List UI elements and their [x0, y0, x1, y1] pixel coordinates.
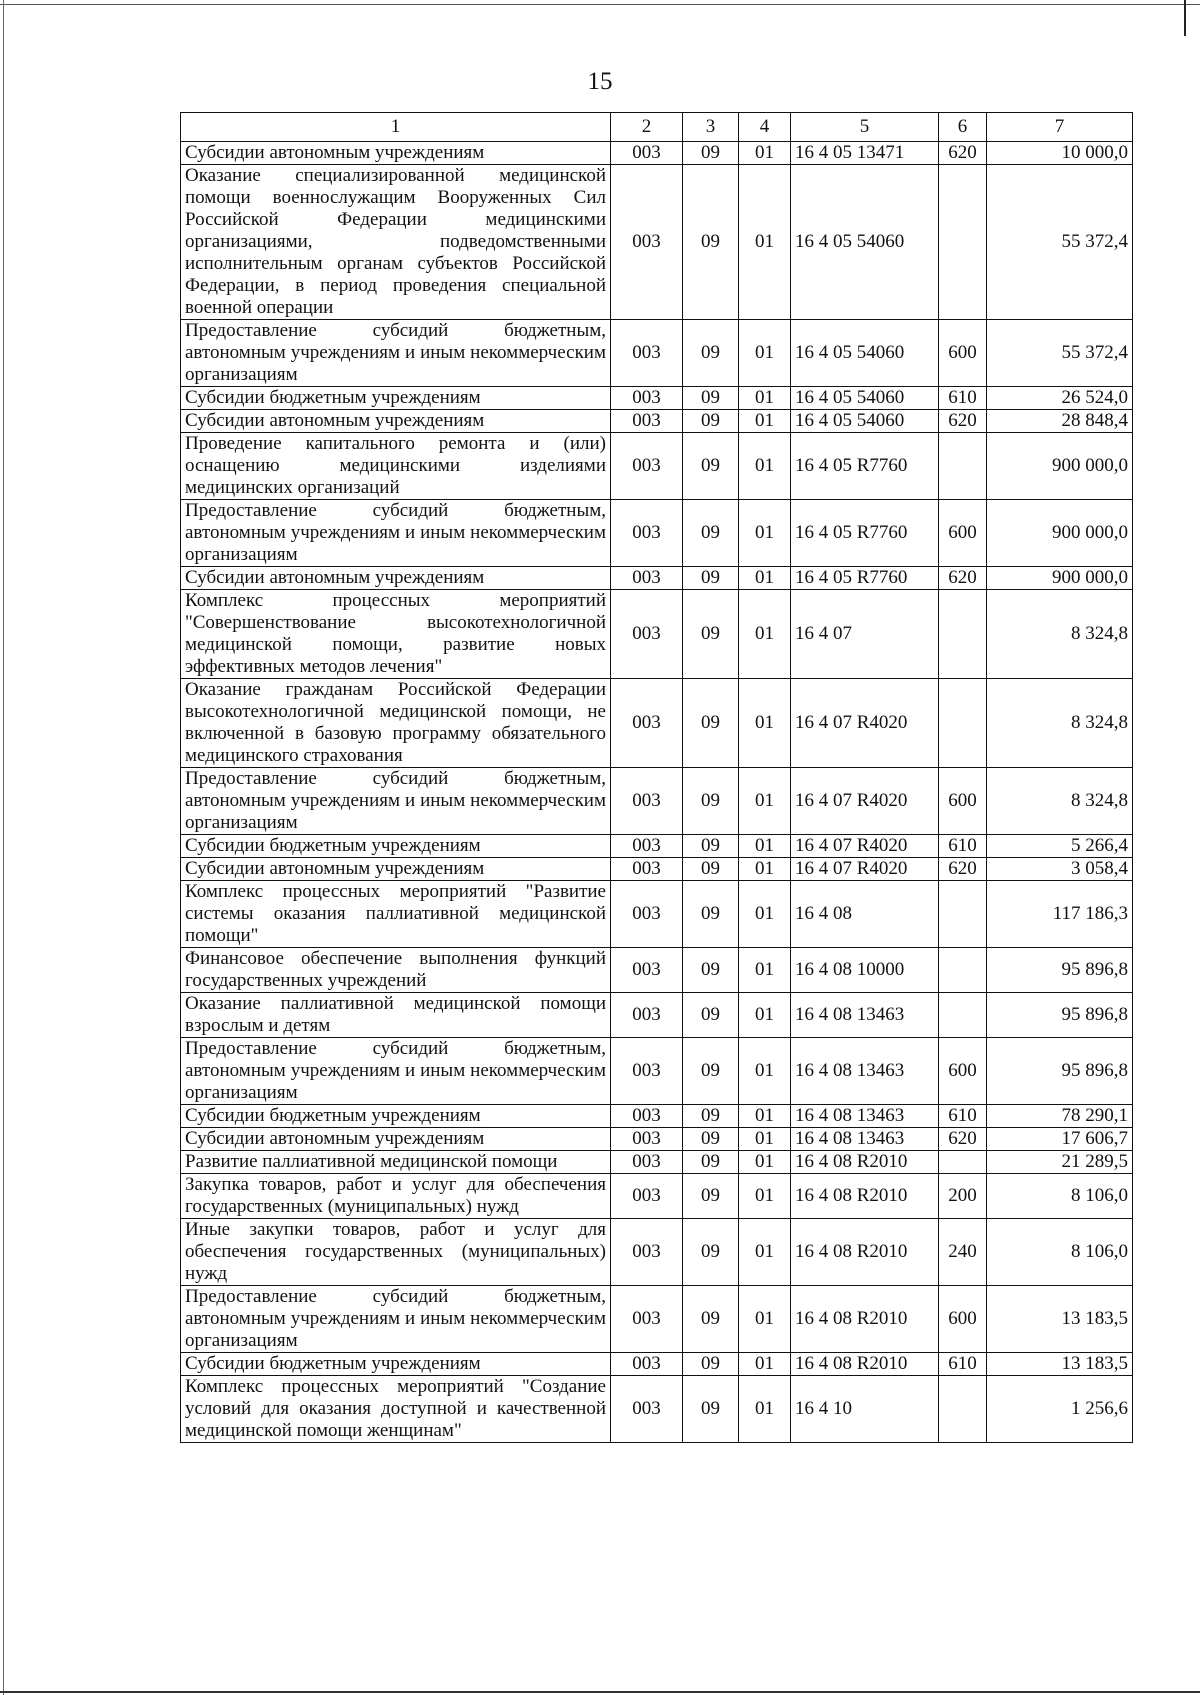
row-col-3: 09 [683, 993, 739, 1038]
row-amount: 1 256,6 [987, 1376, 1133, 1443]
row-col-4: 01 [739, 768, 791, 835]
row-amount: 8 106,0 [987, 1174, 1133, 1219]
row-col-4: 01 [739, 1151, 791, 1174]
row-expense-type: 620 [939, 858, 987, 881]
row-description: Субсидии бюджетным учреждениям [181, 1105, 611, 1128]
header-cell: 6 [939, 113, 987, 142]
row-col-2: 003 [611, 410, 683, 433]
row-col-2: 003 [611, 433, 683, 500]
row-col-4: 01 [739, 1286, 791, 1353]
scan-edge-bottom [0, 1691, 1200, 1693]
row-target-code: 16 4 08 10000 [791, 948, 939, 993]
row-amount: 8 106,0 [987, 1219, 1133, 1286]
row-description: Субсидии автономным учреждениям [181, 567, 611, 590]
row-col-3: 09 [683, 500, 739, 567]
row-col-3: 09 [683, 433, 739, 500]
row-col-2: 003 [611, 1105, 683, 1128]
row-description: Субсидии автономным учреждениям [181, 1128, 611, 1151]
row-col-3: 09 [683, 142, 739, 165]
table-row [181, 1105, 1133, 1128]
row-amount: 55 372,4 [987, 165, 1133, 320]
row-target-code: 16 4 08 13463 [791, 1128, 939, 1151]
row-expense-type [939, 881, 987, 948]
header-cell: 7 [987, 113, 1133, 142]
row-target-code: 16 4 05 R7760 [791, 567, 939, 590]
row-col-3: 09 [683, 387, 739, 410]
row-col-3: 09 [683, 1151, 739, 1174]
row-col-4: 01 [739, 1038, 791, 1105]
row-amount: 10 000,0 [987, 142, 1133, 165]
row-target-code: 16 4 07 R4020 [791, 679, 939, 768]
row-expense-type: 600 [939, 320, 987, 387]
row-col-3: 09 [683, 410, 739, 433]
row-target-code: 16 4 07 R4020 [791, 858, 939, 881]
row-col-4: 01 [739, 881, 791, 948]
row-expense-type: 610 [939, 1353, 987, 1376]
row-col-2: 003 [611, 1219, 683, 1286]
row-col-2: 003 [611, 142, 683, 165]
row-col-4: 01 [739, 948, 791, 993]
row-description: Субсидии автономным учреждениям [181, 410, 611, 433]
row-amount: 117 186,3 [987, 881, 1133, 948]
row-col-2: 003 [611, 1128, 683, 1151]
row-expense-type: 620 [939, 410, 987, 433]
header-cell: 4 [739, 113, 791, 142]
row-col-2: 003 [611, 881, 683, 948]
row-col-4: 01 [739, 1105, 791, 1128]
row-expense-type [939, 948, 987, 993]
table-row [181, 165, 1133, 320]
row-description: Комплекс процессных мероприятий "Создание условий для оказания доступной и качественной медицинской помощи женщинам" [181, 1376, 611, 1443]
table-row [181, 993, 1133, 1038]
row-col-2: 003 [611, 679, 683, 768]
table-row [181, 320, 1133, 387]
table-row [181, 948, 1133, 993]
row-description: Субсидии автономным учреждениям [181, 858, 611, 881]
row-amount: 900 000,0 [987, 433, 1133, 500]
table-row [181, 679, 1133, 768]
row-target-code: 16 4 08 R2010 [791, 1174, 939, 1219]
row-amount: 78 290,1 [987, 1105, 1133, 1128]
row-col-4: 01 [739, 590, 791, 679]
row-description: Предоставление субсидий бюджетным, автономным учреждениям и иным некоммерческим организациям [181, 1038, 611, 1105]
row-description: Комплекс процессных мероприятий "Развитие системы оказания паллиативной медицинской помощи" [181, 881, 611, 948]
table-row [181, 1353, 1133, 1376]
row-expense-type: 620 [939, 142, 987, 165]
row-description: Развитие паллиативной медицинской помощи [181, 1151, 611, 1174]
row-expense-type: 600 [939, 1038, 987, 1105]
row-col-4: 01 [739, 410, 791, 433]
table-row [181, 835, 1133, 858]
row-col-4: 01 [739, 165, 791, 320]
row-target-code: 16 4 05 13471 [791, 142, 939, 165]
row-col-2: 003 [611, 858, 683, 881]
table-row [181, 1128, 1133, 1151]
row-description: Предоставление субсидий бюджетным, автономным учреждениям и иным некоммерческим организациям [181, 500, 611, 567]
row-amount: 21 289,5 [987, 1151, 1133, 1174]
row-col-3: 09 [683, 679, 739, 768]
scan-edge-left [3, 0, 4, 1695]
row-target-code: 16 4 08 13463 [791, 1038, 939, 1105]
row-expense-type: 610 [939, 1105, 987, 1128]
table-row [181, 1286, 1133, 1353]
scan-edge-right [1184, 0, 1186, 36]
row-expense-type [939, 993, 987, 1038]
row-expense-type [939, 1151, 987, 1174]
row-col-3: 09 [683, 768, 739, 835]
row-col-2: 003 [611, 500, 683, 567]
table-header-row [181, 113, 1133, 142]
row-col-3: 09 [683, 1219, 739, 1286]
row-expense-type: 240 [939, 1219, 987, 1286]
table-row [181, 1376, 1133, 1443]
row-amount: 95 896,8 [987, 948, 1133, 993]
row-target-code: 16 4 08 [791, 881, 939, 948]
row-description: Субсидии бюджетным учреждениям [181, 387, 611, 410]
row-target-code: 16 4 05 54060 [791, 320, 939, 387]
row-col-3: 09 [683, 948, 739, 993]
row-description: Субсидии бюджетным учреждениям [181, 1353, 611, 1376]
row-description: Предоставление субсидий бюджетным, автономным учреждениям и иным некоммерческим организациям [181, 320, 611, 387]
row-col-3: 09 [683, 835, 739, 858]
row-amount: 26 524,0 [987, 387, 1133, 410]
table-row [181, 500, 1133, 567]
table-row [181, 858, 1133, 881]
row-col-3: 09 [683, 1038, 739, 1105]
row-target-code: 16 4 05 54060 [791, 387, 939, 410]
table-row [181, 1038, 1133, 1105]
row-target-code: 16 4 08 13463 [791, 993, 939, 1038]
row-col-3: 09 [683, 1174, 739, 1219]
row-col-3: 09 [683, 1105, 739, 1128]
row-amount: 55 372,4 [987, 320, 1133, 387]
row-amount: 95 896,8 [987, 993, 1133, 1038]
table-row [181, 881, 1133, 948]
table-row [181, 590, 1133, 679]
row-amount: 3 058,4 [987, 858, 1133, 881]
row-col-4: 01 [739, 1353, 791, 1376]
row-expense-type: 610 [939, 387, 987, 410]
row-description: Субсидии бюджетным учреждениям [181, 835, 611, 858]
row-col-4: 01 [739, 567, 791, 590]
row-col-3: 09 [683, 567, 739, 590]
row-col-4: 01 [739, 142, 791, 165]
row-col-2: 003 [611, 768, 683, 835]
row-target-code: 16 4 05 R7760 [791, 500, 939, 567]
row-target-code: 16 4 07 R4020 [791, 835, 939, 858]
row-expense-type: 200 [939, 1174, 987, 1219]
row-col-4: 01 [739, 1128, 791, 1151]
header-cell: 1 [181, 113, 611, 142]
page-number: 15 [587, 68, 613, 95]
row-amount: 8 324,8 [987, 590, 1133, 679]
row-description: Иные закупки товаров, работ и услуг для обеспечения государственных (муниципальных) нужд [181, 1219, 611, 1286]
row-amount: 17 606,7 [987, 1128, 1133, 1151]
header-cell: 2 [611, 113, 683, 142]
row-expense-type: 610 [939, 835, 987, 858]
row-amount: 8 324,8 [987, 679, 1133, 768]
row-col-4: 01 [739, 679, 791, 768]
row-amount: 5 266,4 [987, 835, 1133, 858]
row-col-2: 003 [611, 1151, 683, 1174]
row-target-code: 16 4 07 [791, 590, 939, 679]
row-col-3: 09 [683, 858, 739, 881]
row-amount: 13 183,5 [987, 1286, 1133, 1353]
row-amount: 95 896,8 [987, 1038, 1133, 1105]
row-col-2: 003 [611, 1174, 683, 1219]
row-amount: 28 848,4 [987, 410, 1133, 433]
row-col-4: 01 [739, 433, 791, 500]
row-col-4: 01 [739, 500, 791, 567]
budget-table [180, 112, 1133, 1443]
row-target-code: 16 4 08 R2010 [791, 1219, 939, 1286]
row-col-2: 003 [611, 165, 683, 320]
row-col-2: 003 [611, 993, 683, 1038]
row-col-4: 01 [739, 387, 791, 410]
row-description: Оказание паллиативной медицинской помощи взрослым и детям [181, 993, 611, 1038]
row-col-2: 003 [611, 1038, 683, 1105]
row-col-2: 003 [611, 948, 683, 993]
table-row [181, 1219, 1133, 1286]
row-col-3: 09 [683, 165, 739, 320]
row-col-2: 003 [611, 567, 683, 590]
header-cell: 3 [683, 113, 739, 142]
row-col-4: 01 [739, 858, 791, 881]
table-row [181, 142, 1133, 165]
row-col-2: 003 [611, 1353, 683, 1376]
row-target-code: 16 4 05 54060 [791, 410, 939, 433]
row-target-code: 16 4 07 R4020 [791, 768, 939, 835]
row-target-code: 16 4 05 R7760 [791, 433, 939, 500]
row-col-4: 01 [739, 320, 791, 387]
row-target-code: 16 4 08 R2010 [791, 1353, 939, 1376]
row-col-2: 003 [611, 835, 683, 858]
row-description: Оказание гражданам Российской Федерации высокотехнологичной медицинской помощи, не включенной в базовую программу обязательного медицинского страхования [181, 679, 611, 768]
row-target-code: 16 4 10 [791, 1376, 939, 1443]
row-description: Закупка товаров, работ и услуг для обеспечения государственных (муниципальных) нужд [181, 1174, 611, 1219]
row-target-code: 16 4 08 R2010 [791, 1151, 939, 1174]
row-col-2: 003 [611, 387, 683, 410]
row-col-4: 01 [739, 1174, 791, 1219]
row-expense-type: 600 [939, 1286, 987, 1353]
row-description: Субсидии автономным учреждениям [181, 142, 611, 165]
row-col-3: 09 [683, 1128, 739, 1151]
row-description: Проведение капитального ремонта и (или) оснащению медицинскими изделиями медицинских организаций [181, 433, 611, 500]
row-description: Комплекс процессных мероприятий "Совершенствование высокотехнологичной медицинской помощи, развитие новых эффективных методов лечения" [181, 590, 611, 679]
table-body [181, 113, 1133, 1443]
row-expense-type [939, 433, 987, 500]
row-col-3: 09 [683, 320, 739, 387]
row-description: Финансовое обеспечение выполнения функций государственных учреждений [181, 948, 611, 993]
header-cell: 5 [791, 113, 939, 142]
row-col-2: 003 [611, 1286, 683, 1353]
row-target-code: 16 4 08 R2010 [791, 1286, 939, 1353]
row-col-2: 003 [611, 590, 683, 679]
row-expense-type [939, 590, 987, 679]
row-target-code: 16 4 08 13463 [791, 1105, 939, 1128]
row-expense-type [939, 1376, 987, 1443]
row-col-3: 09 [683, 1353, 739, 1376]
table-row [181, 387, 1133, 410]
row-expense-type [939, 165, 987, 320]
table-row [181, 768, 1133, 835]
row-col-4: 01 [739, 835, 791, 858]
row-col-2: 003 [611, 320, 683, 387]
row-amount: 900 000,0 [987, 567, 1133, 590]
row-amount: 13 183,5 [987, 1353, 1133, 1376]
table-row [181, 410, 1133, 433]
row-expense-type: 600 [939, 500, 987, 567]
row-col-3: 09 [683, 590, 739, 679]
row-col-3: 09 [683, 881, 739, 948]
table-row [181, 1174, 1133, 1219]
row-expense-type: 620 [939, 1128, 987, 1151]
row-description: Оказание специализированной медицинской помощи военнослужащим Вооруженных Сил Российской Федерации медицинскими организациями, подведомственными исполнительным органам субъектов Российской Федерации, в период проведения специальной военной операции [181, 165, 611, 320]
table-row [181, 433, 1133, 500]
row-col-4: 01 [739, 993, 791, 1038]
row-col-3: 09 [683, 1286, 739, 1353]
row-target-code: 16 4 05 54060 [791, 165, 939, 320]
row-col-4: 01 [739, 1219, 791, 1286]
row-expense-type: 600 [939, 768, 987, 835]
row-col-2: 003 [611, 1376, 683, 1443]
row-amount: 8 324,8 [987, 768, 1133, 835]
table-row [181, 567, 1133, 590]
table-row [181, 1151, 1133, 1174]
row-amount: 900 000,0 [987, 500, 1133, 567]
row-col-3: 09 [683, 1376, 739, 1443]
row-expense-type [939, 679, 987, 768]
row-description: Предоставление субсидий бюджетным, автономным учреждениям и иным некоммерческим организациям [181, 768, 611, 835]
scan-edge-top [0, 4, 1200, 5]
row-expense-type: 620 [939, 567, 987, 590]
row-description: Предоставление субсидий бюджетным, автономным учреждениям и иным некоммерческим организациям [181, 1286, 611, 1353]
row-col-4: 01 [739, 1376, 791, 1443]
